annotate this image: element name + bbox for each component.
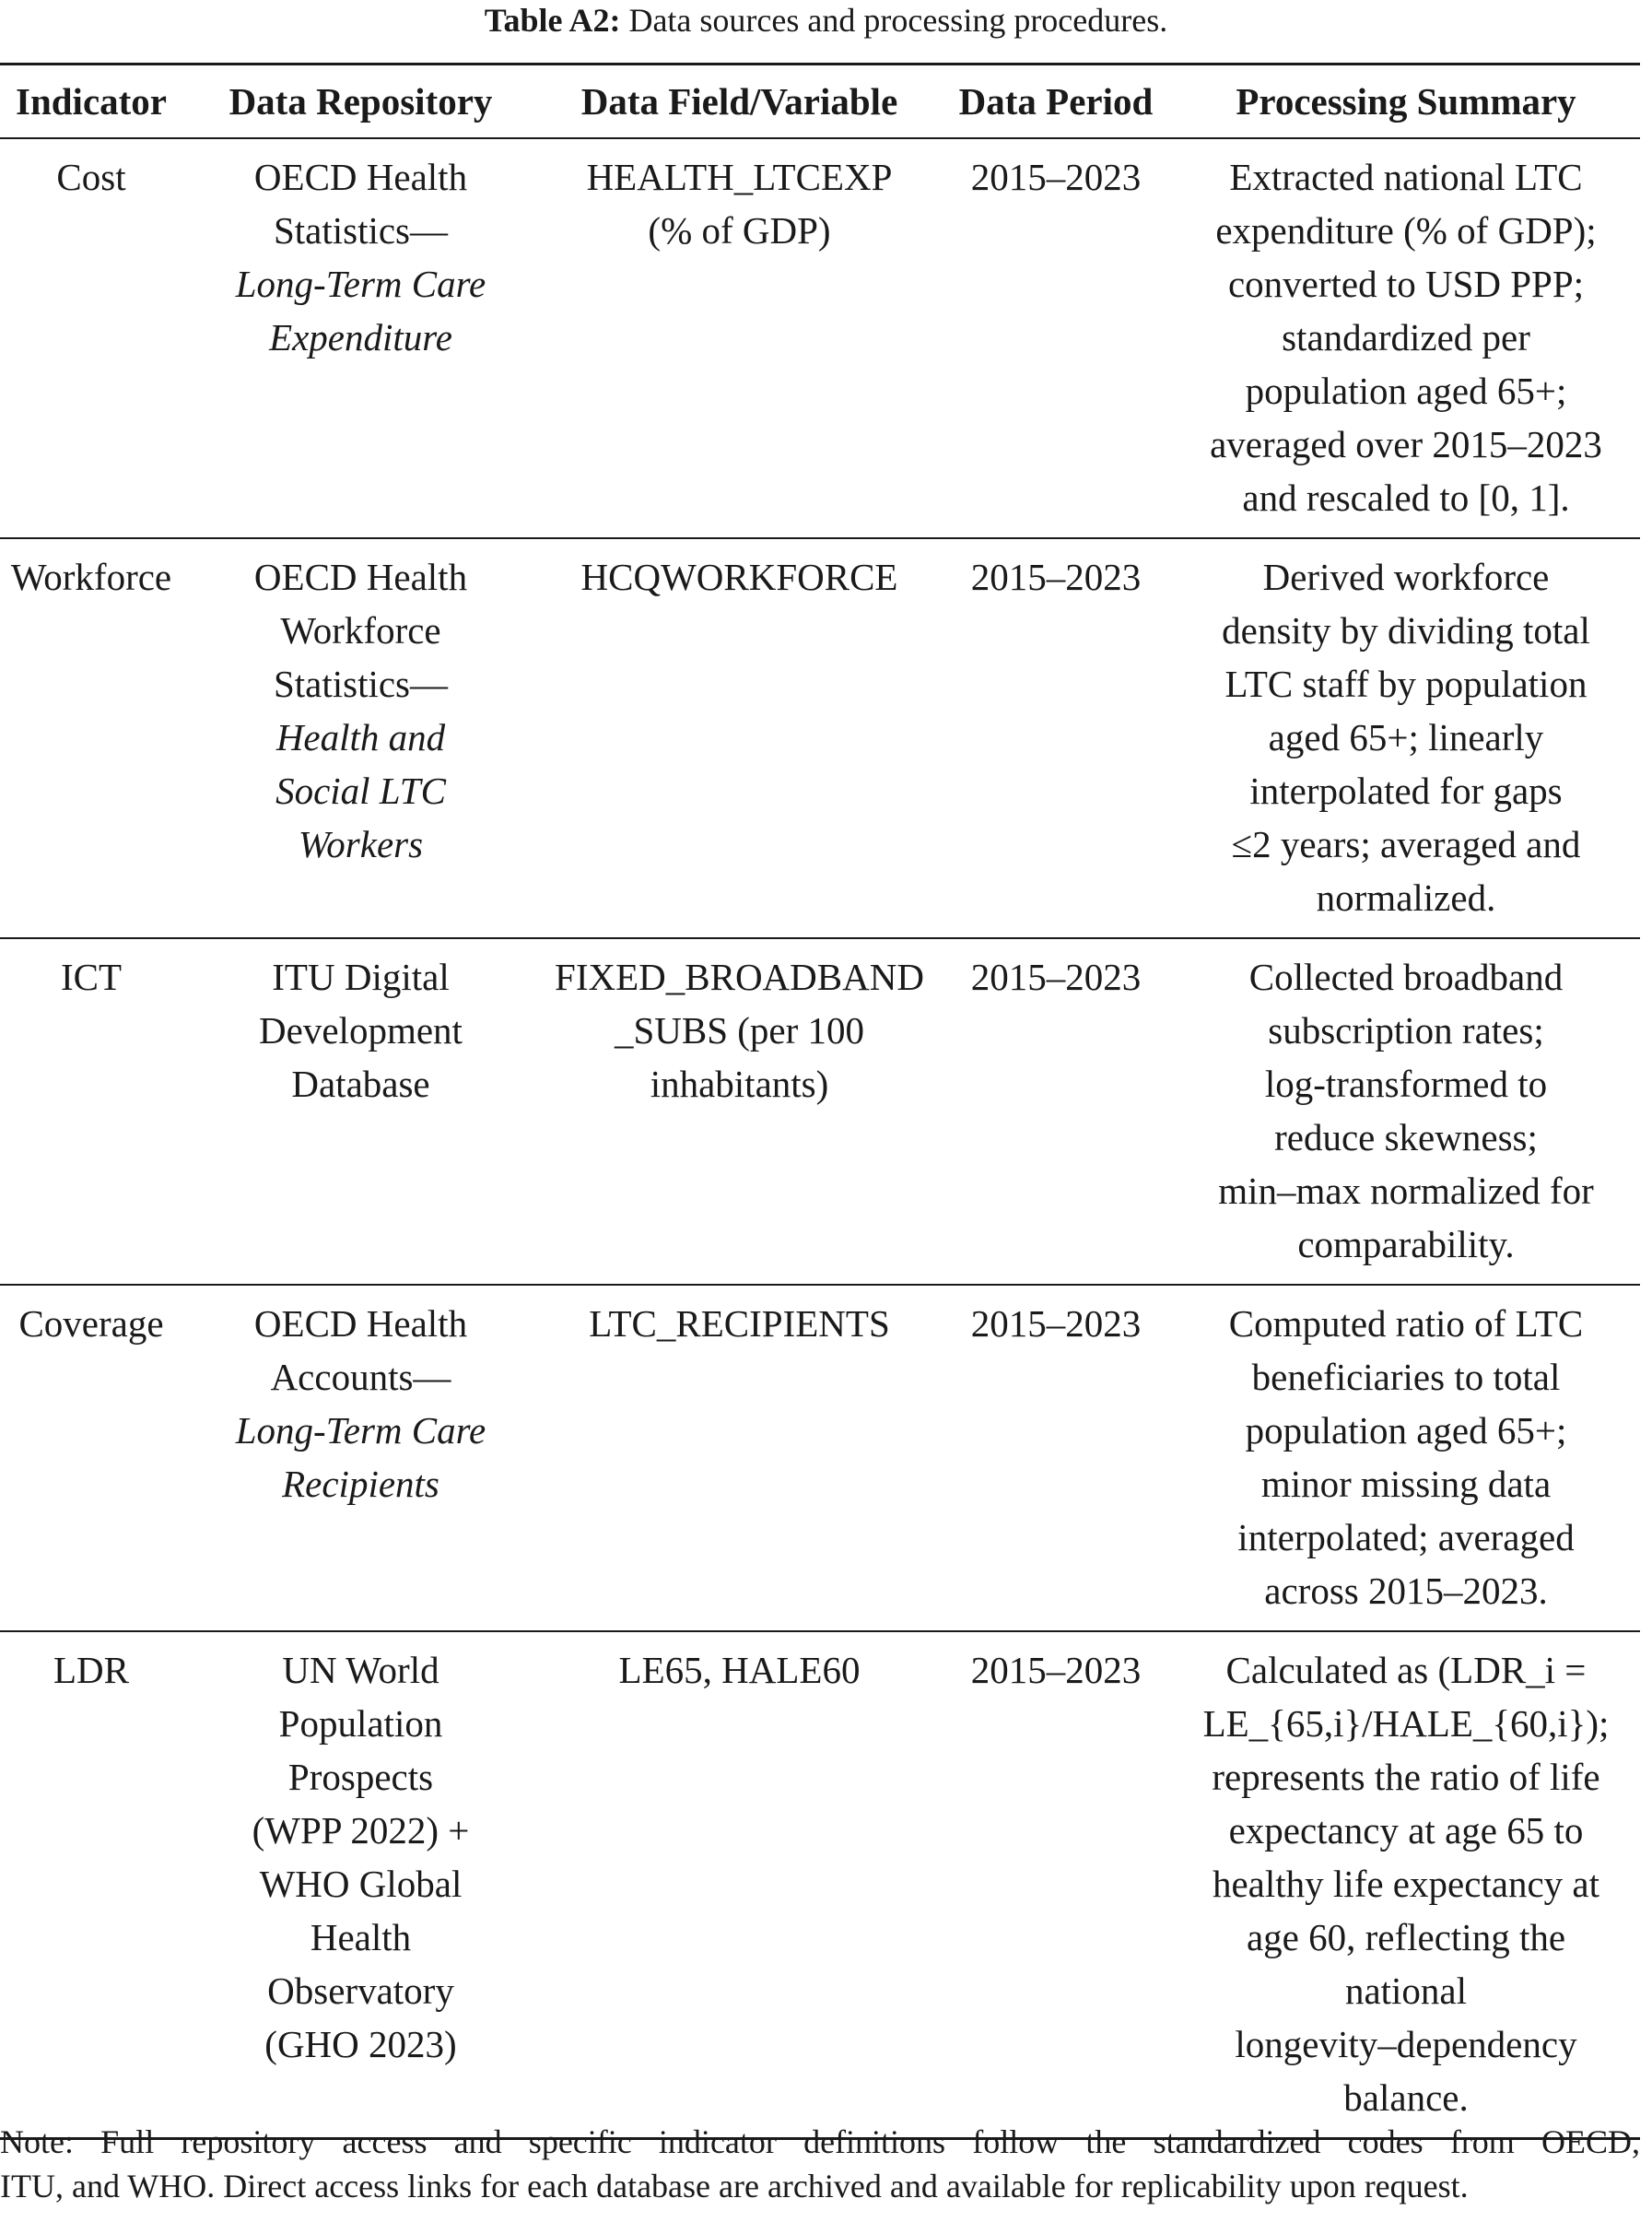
caption-label: Table A2: — [484, 2, 621, 39]
repository-line: (GHO 2023) — [264, 2022, 457, 2065]
repository-line: OECD Health — [253, 155, 468, 198]
summary-line: averaged over 2015–2023 — [1210, 422, 1602, 465]
repository-cell — [182, 1631, 539, 2139]
repository-line: Workforce — [280, 608, 441, 652]
summary-line: represents the ratio of life — [1212, 1755, 1600, 1798]
summary-line: longevity–dependency — [1235, 2022, 1577, 2065]
period-cell — [940, 1631, 1172, 2139]
summary-line: aged 65+; linearly — [1268, 715, 1544, 758]
summary-cell — [1172, 1285, 1640, 1631]
summary-line: Derived workforce — [1262, 555, 1550, 598]
repository-line: OECD Health — [253, 1301, 468, 1345]
indicator-cell — [0, 138, 182, 538]
table-row — [0, 138, 1640, 538]
table-row — [0, 538, 1640, 938]
summary-cell — [1172, 538, 1640, 938]
header-data-field: Data Field/Variable — [580, 79, 898, 123]
repository-line: Long-Term Care — [235, 262, 486, 305]
summary-line: ≤2 years; averaged and — [1231, 822, 1581, 865]
repository-cell — [182, 138, 539, 538]
repository-line: Population — [278, 1701, 443, 1745]
summary-line: standardized per — [1282, 315, 1530, 359]
field-cell — [539, 938, 940, 1285]
repository-line: (WPP 2022) + — [252, 1808, 470, 1852]
summary-line: healthy life expectancy at — [1212, 1862, 1600, 1905]
note-line: Note: Full repository access and specific indicator definitions follow the standardized codes from OECD, — [0, 2123, 1640, 2160]
period-text: 2015–2023 — [970, 1301, 1142, 1345]
data-sources-table — [0, 63, 1640, 2140]
period-cell — [940, 938, 1172, 1285]
summary-line: log-transformed to — [1264, 1062, 1548, 1105]
field-cell — [539, 1631, 940, 2139]
repository-line: Observatory — [267, 1969, 454, 2012]
summary-line: minor missing data — [1260, 1462, 1552, 1505]
summary-line: normalized. — [1316, 876, 1496, 919]
repository-line: Health — [310, 1915, 412, 1958]
indicator-text: ICT — [60, 955, 123, 998]
summary-line: expenditure (% of GDP); — [1215, 208, 1597, 252]
summary-line: and rescaled to [0, 1]. — [1242, 476, 1570, 519]
summary-line: Calculated as (LDR_i = — [1225, 1648, 1587, 1691]
period-text: 2015–2023 — [970, 955, 1142, 998]
header-indicator: Indicator — [16, 79, 167, 123]
repository-cell — [182, 538, 539, 938]
summary-line: interpolated for gaps — [1249, 769, 1563, 812]
summary-line: reduce skewness; — [1274, 1115, 1538, 1158]
repository-line: Statistics— — [273, 208, 449, 252]
repository-line: Development — [259, 1008, 463, 1052]
summary-line: Collected broadband — [1248, 955, 1564, 998]
field-line: (% of GDP) — [648, 208, 831, 252]
period-cell — [940, 1285, 1172, 1631]
repository-line: Expenditure — [269, 315, 452, 359]
table-note — [0, 2120, 1640, 2208]
repository-line: ITU Digital — [272, 955, 450, 998]
summary-line: across 2015–2023. — [1264, 1569, 1548, 1612]
summary-line: LTC staff by population — [1224, 662, 1588, 705]
indicator-cell — [0, 1285, 182, 1631]
summary-line: age 60, reflecting the — [1246, 1915, 1566, 1958]
summary-line: comparability. — [1297, 1222, 1515, 1265]
summary-line: converted to USD PPP; — [1227, 262, 1585, 305]
indicator-cell — [0, 1631, 182, 2139]
caption-text: Data sources and processing procedures. — [628, 2, 1168, 39]
indicator-text: Workforce — [10, 555, 172, 598]
repository-cell — [182, 1285, 539, 1631]
summary-line: national — [1344, 1969, 1468, 2012]
repository-line: Recipients — [282, 1462, 439, 1505]
header-data-repository: Data Repository — [228, 79, 493, 123]
field-cell — [539, 538, 940, 938]
repository-line: Statistics— — [273, 662, 449, 705]
indicator-text: LDR — [53, 1648, 129, 1691]
indicator-text: Cost — [56, 155, 126, 198]
field-cell — [539, 138, 940, 538]
summary-line: LE_{65,i}/HALE_{60,i}); — [1202, 1701, 1610, 1745]
field-cell — [539, 1285, 940, 1631]
repository-line: OECD Health — [253, 555, 468, 598]
summary-line: balance. — [1343, 2075, 1469, 2119]
note-line: ITU, and WHO. Direct access links for each database are archived and available for replicability upon request. — [0, 2168, 1469, 2204]
period-cell — [940, 138, 1172, 538]
header-processing-summary: Processing Summary — [1236, 79, 1576, 123]
summary-line: min–max normalized for — [1218, 1169, 1594, 1212]
period-text: 2015–2023 — [970, 155, 1142, 198]
field-line: HEALTH_LTCEXP — [586, 155, 893, 198]
table-caption — [0, 0, 1652, 41]
summary-line: Extracted national LTC — [1229, 155, 1583, 198]
repository-line: Social LTC — [275, 769, 446, 812]
period-text: 2015–2023 — [970, 555, 1142, 598]
indicator-cell — [0, 538, 182, 938]
repository-line: Prospects — [287, 1755, 434, 1798]
summary-line: beneficiaries to total — [1251, 1355, 1561, 1398]
summary-line: expectancy at age 65 to — [1228, 1808, 1584, 1852]
summary-line: Computed ratio of LTC — [1228, 1301, 1584, 1345]
repository-line: Health and — [275, 715, 446, 758]
summary-line: interpolated; averaged — [1237, 1515, 1575, 1558]
table-row — [0, 1631, 1640, 2139]
table-header-row — [0, 65, 1640, 138]
repository-line: Accounts— — [270, 1355, 451, 1398]
header-data-period: Data Period — [958, 79, 1154, 123]
table-body — [0, 138, 1640, 2139]
summary-line: density by dividing total — [1222, 608, 1590, 652]
repository-line: UN World — [282, 1648, 439, 1691]
field-line: inhabitants) — [650, 1062, 829, 1105]
table-row — [0, 1285, 1640, 1631]
field-line: LE65, HALE60 — [618, 1648, 861, 1691]
field-line: FIXED_BROADBAND — [555, 955, 924, 998]
period-text: 2015–2023 — [970, 1648, 1142, 1691]
field-line: LTC_RECIPIENTS — [589, 1301, 890, 1345]
summary-line: population aged 65+; — [1245, 369, 1567, 412]
indicator-cell — [0, 938, 182, 1285]
repository-line: WHO Global — [259, 1862, 463, 1905]
table-row — [0, 938, 1640, 1285]
field-line: _SUBS (per 100 — [614, 1008, 865, 1052]
summary-cell — [1172, 938, 1640, 1285]
field-line: HCQWORKFORCE — [580, 555, 898, 598]
repository-cell — [182, 938, 539, 1285]
indicator-text: Coverage — [18, 1301, 164, 1345]
period-cell — [940, 538, 1172, 938]
repository-line: Database — [291, 1062, 430, 1105]
summary-line: subscription rates; — [1268, 1008, 1544, 1052]
summary-line: population aged 65+; — [1245, 1408, 1567, 1452]
summary-cell — [1172, 1631, 1640, 2139]
repository-line: Workers — [298, 822, 424, 865]
repository-line: Long-Term Care — [235, 1408, 486, 1452]
summary-cell — [1172, 138, 1640, 538]
